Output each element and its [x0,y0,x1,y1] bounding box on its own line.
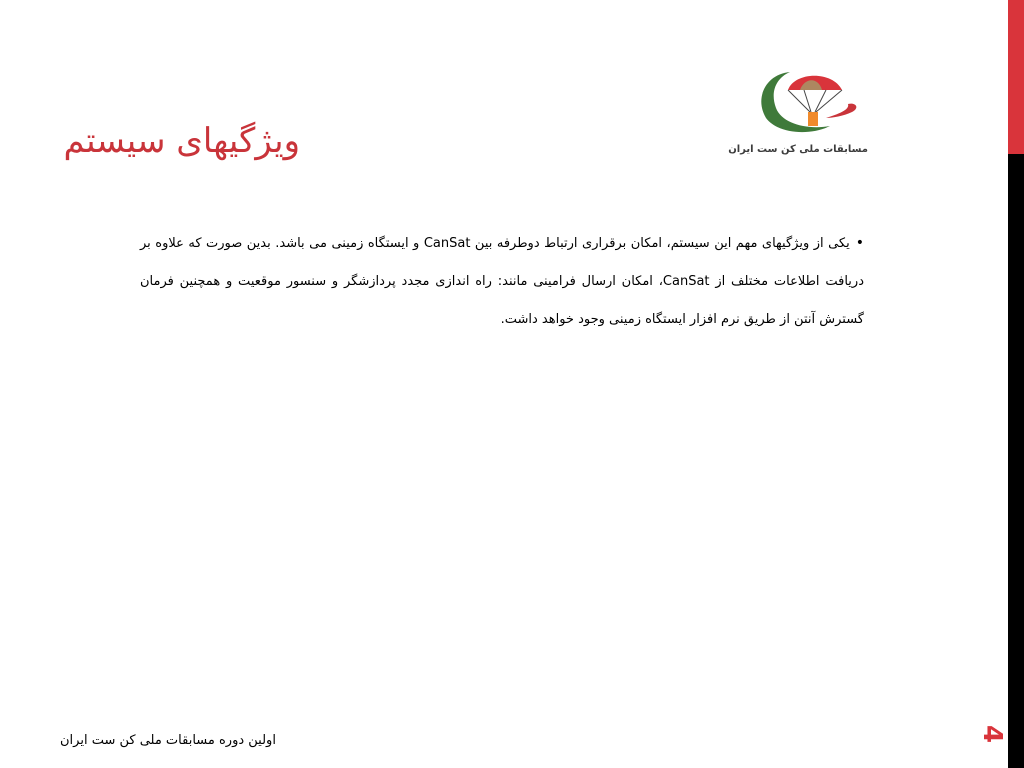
cansat-logo [728,64,868,164]
bullet-item [140,224,864,339]
slide-footer: اولین دوره مسابقات ملی کن ست ایران [60,733,276,748]
accent-bar-red [1008,0,1024,154]
accent-bar-black [1008,154,1024,768]
slide-title: ویژگیهای سیستم [63,121,300,161]
parachute-logo-icon [748,64,868,142]
bullet-icon: • [855,235,864,251]
slide-number: 4 [977,724,1007,744]
logo-caption: مسابقات ملی کن ست ایران [728,144,868,155]
bullet-text: یکی از ویژگیهای مهم این سیستم، امکان برقراری ارتباط دوطرفه بین CanSat و ایستگاه زمینی می باشد. بدین صورت که علاوه بر دریافت اطلاعات مختلف از CanSat، امکان ارسال فرامینی مانند: راه اندازی مجدد پردازشگر و سنسور موقعیت و همچنین فرمان گسترش آنتن از طریق نرم افزار ایستگاه زمینی وجود خواهد داشت. [140,236,864,327]
